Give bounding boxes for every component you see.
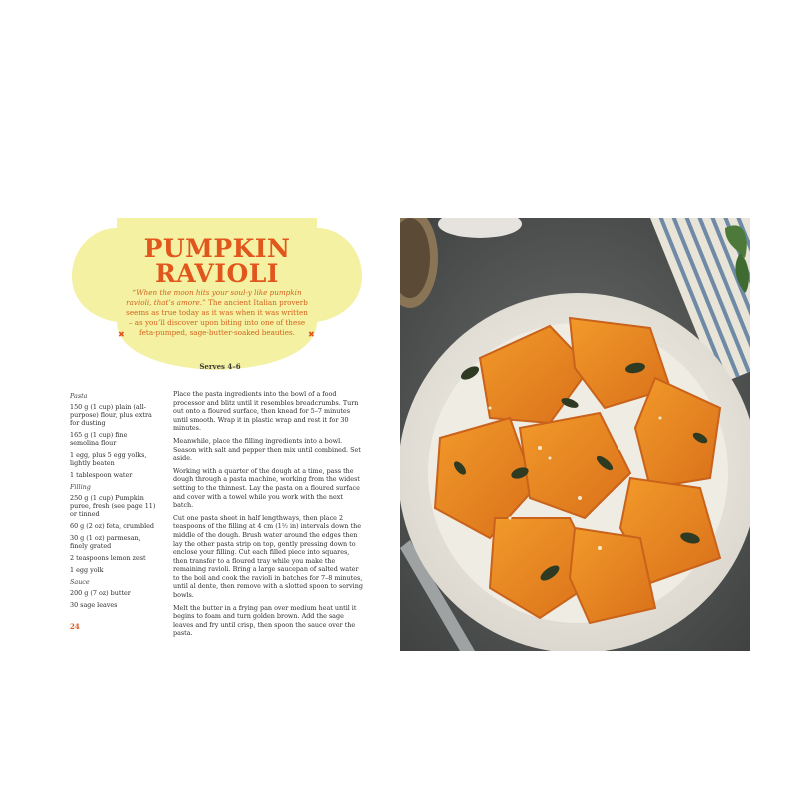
- method-paragraph: Working with a quarter of the dough at a time, pass the dough through a pasta machine, working from the widest setting to the thinnest. Lay the pasta on a floured surface and cover with a towel while you work with the next batch.: [173, 466, 360, 510]
- page-number: 24: [70, 622, 80, 631]
- method-paragraph: Cut one pasta sheet in half lengthways, then place 2 teaspoons of the filling at 4 cm (1½ in) intervals down the middle of the dough. Brush water around the edges then lay the other pasta strip on top, gently pressing down to enclose your filling. Cut each filled piece into squares, then transfer to a floured tray while you make the remaining ravioli. Bring a large saucepan of salted water to the boil and cook the ravioli in batches for 7–8 minutes, until al dente, then remove with a slotted spoon to serving bowls.: [173, 513, 363, 600]
- ingredient-item: 1 egg yolk: [70, 566, 104, 574]
- intro-quote: “When the moon hits your soul-y like pumpkin ravioli, that’s amore.”: [126, 288, 302, 307]
- ingredient-item: 165 g (1 cup) fine semolina flour: [70, 431, 128, 447]
- ingredient-item: 200 g (7 oz) butter: [70, 589, 131, 597]
- recipe-intro: [124, 288, 310, 338]
- method-paragraph: Melt the butter in a frying pan over medium heat until it begins to foam and turn golden brown. Add the sage leaves and fry until crisp, then spoon the sauce over the pasta.: [173, 603, 357, 638]
- ingredient-item: 60 g (2 oz) feta, crumbled: [70, 522, 155, 530]
- ingredient-item: 1 tablespoon water: [70, 471, 133, 479]
- ravioli-photo: [400, 218, 750, 651]
- ingredient-heading: Pasta: [70, 392, 88, 400]
- recipe-title: [72, 236, 362, 286]
- ingredient-item: 1 egg, plus 5 egg yolks, lightly beaten: [70, 451, 147, 467]
- ingredient-item: 250 g (1 cup) Pumpkin puree, fresh (see page 11) or tinned: [70, 494, 156, 518]
- method-text: [173, 390, 365, 642]
- ingredient-item: 30 g (1 oz) parmesan, finely grated: [70, 534, 141, 550]
- serves-label: Serves 4–6: [199, 362, 241, 371]
- ingredients-list: [70, 392, 156, 613]
- title-line-2: RAVIOLI: [155, 259, 279, 288]
- star-icon: ✖: [118, 330, 125, 339]
- method-paragraph: Place the pasta ingredients into the bowl of a food processor and blitz until it resembles breadcrumbs. Turn out onto a floured surface, then knead for 5–7 minutes until smooth. Wrap it in plastic wrap and rest it for 30 minutes.: [173, 390, 359, 433]
- title-line-1: PUMPKIN: [143, 234, 291, 263]
- ingredient-section: [70, 578, 156, 609]
- ingredient-section: [70, 483, 156, 574]
- ingredient-section: [70, 392, 156, 479]
- ingredient-heading: Sauce: [70, 578, 90, 586]
- intro-text: The ancient Italian proverb seems as true today as it was when it was written – as you’ll discover upon biting into one of these feta-pumped, sage-butter-soaked beauties.: [126, 298, 308, 337]
- star-icon: ✖: [308, 330, 315, 339]
- ingredient-heading: Filling: [70, 483, 91, 491]
- ingredient-item: 30 sage leaves: [70, 601, 118, 609]
- ingredient-item: 150 g (1 cup) plain (all-purpose) flour, plus extra for dusting: [70, 403, 152, 427]
- method-paragraph: Meanwhile, place the filling ingredients into a bowl. Season with salt and pepper then mix until combined. Set aside.: [173, 436, 361, 463]
- ingredient-item: 2 teaspoons lemon zest: [70, 554, 146, 562]
